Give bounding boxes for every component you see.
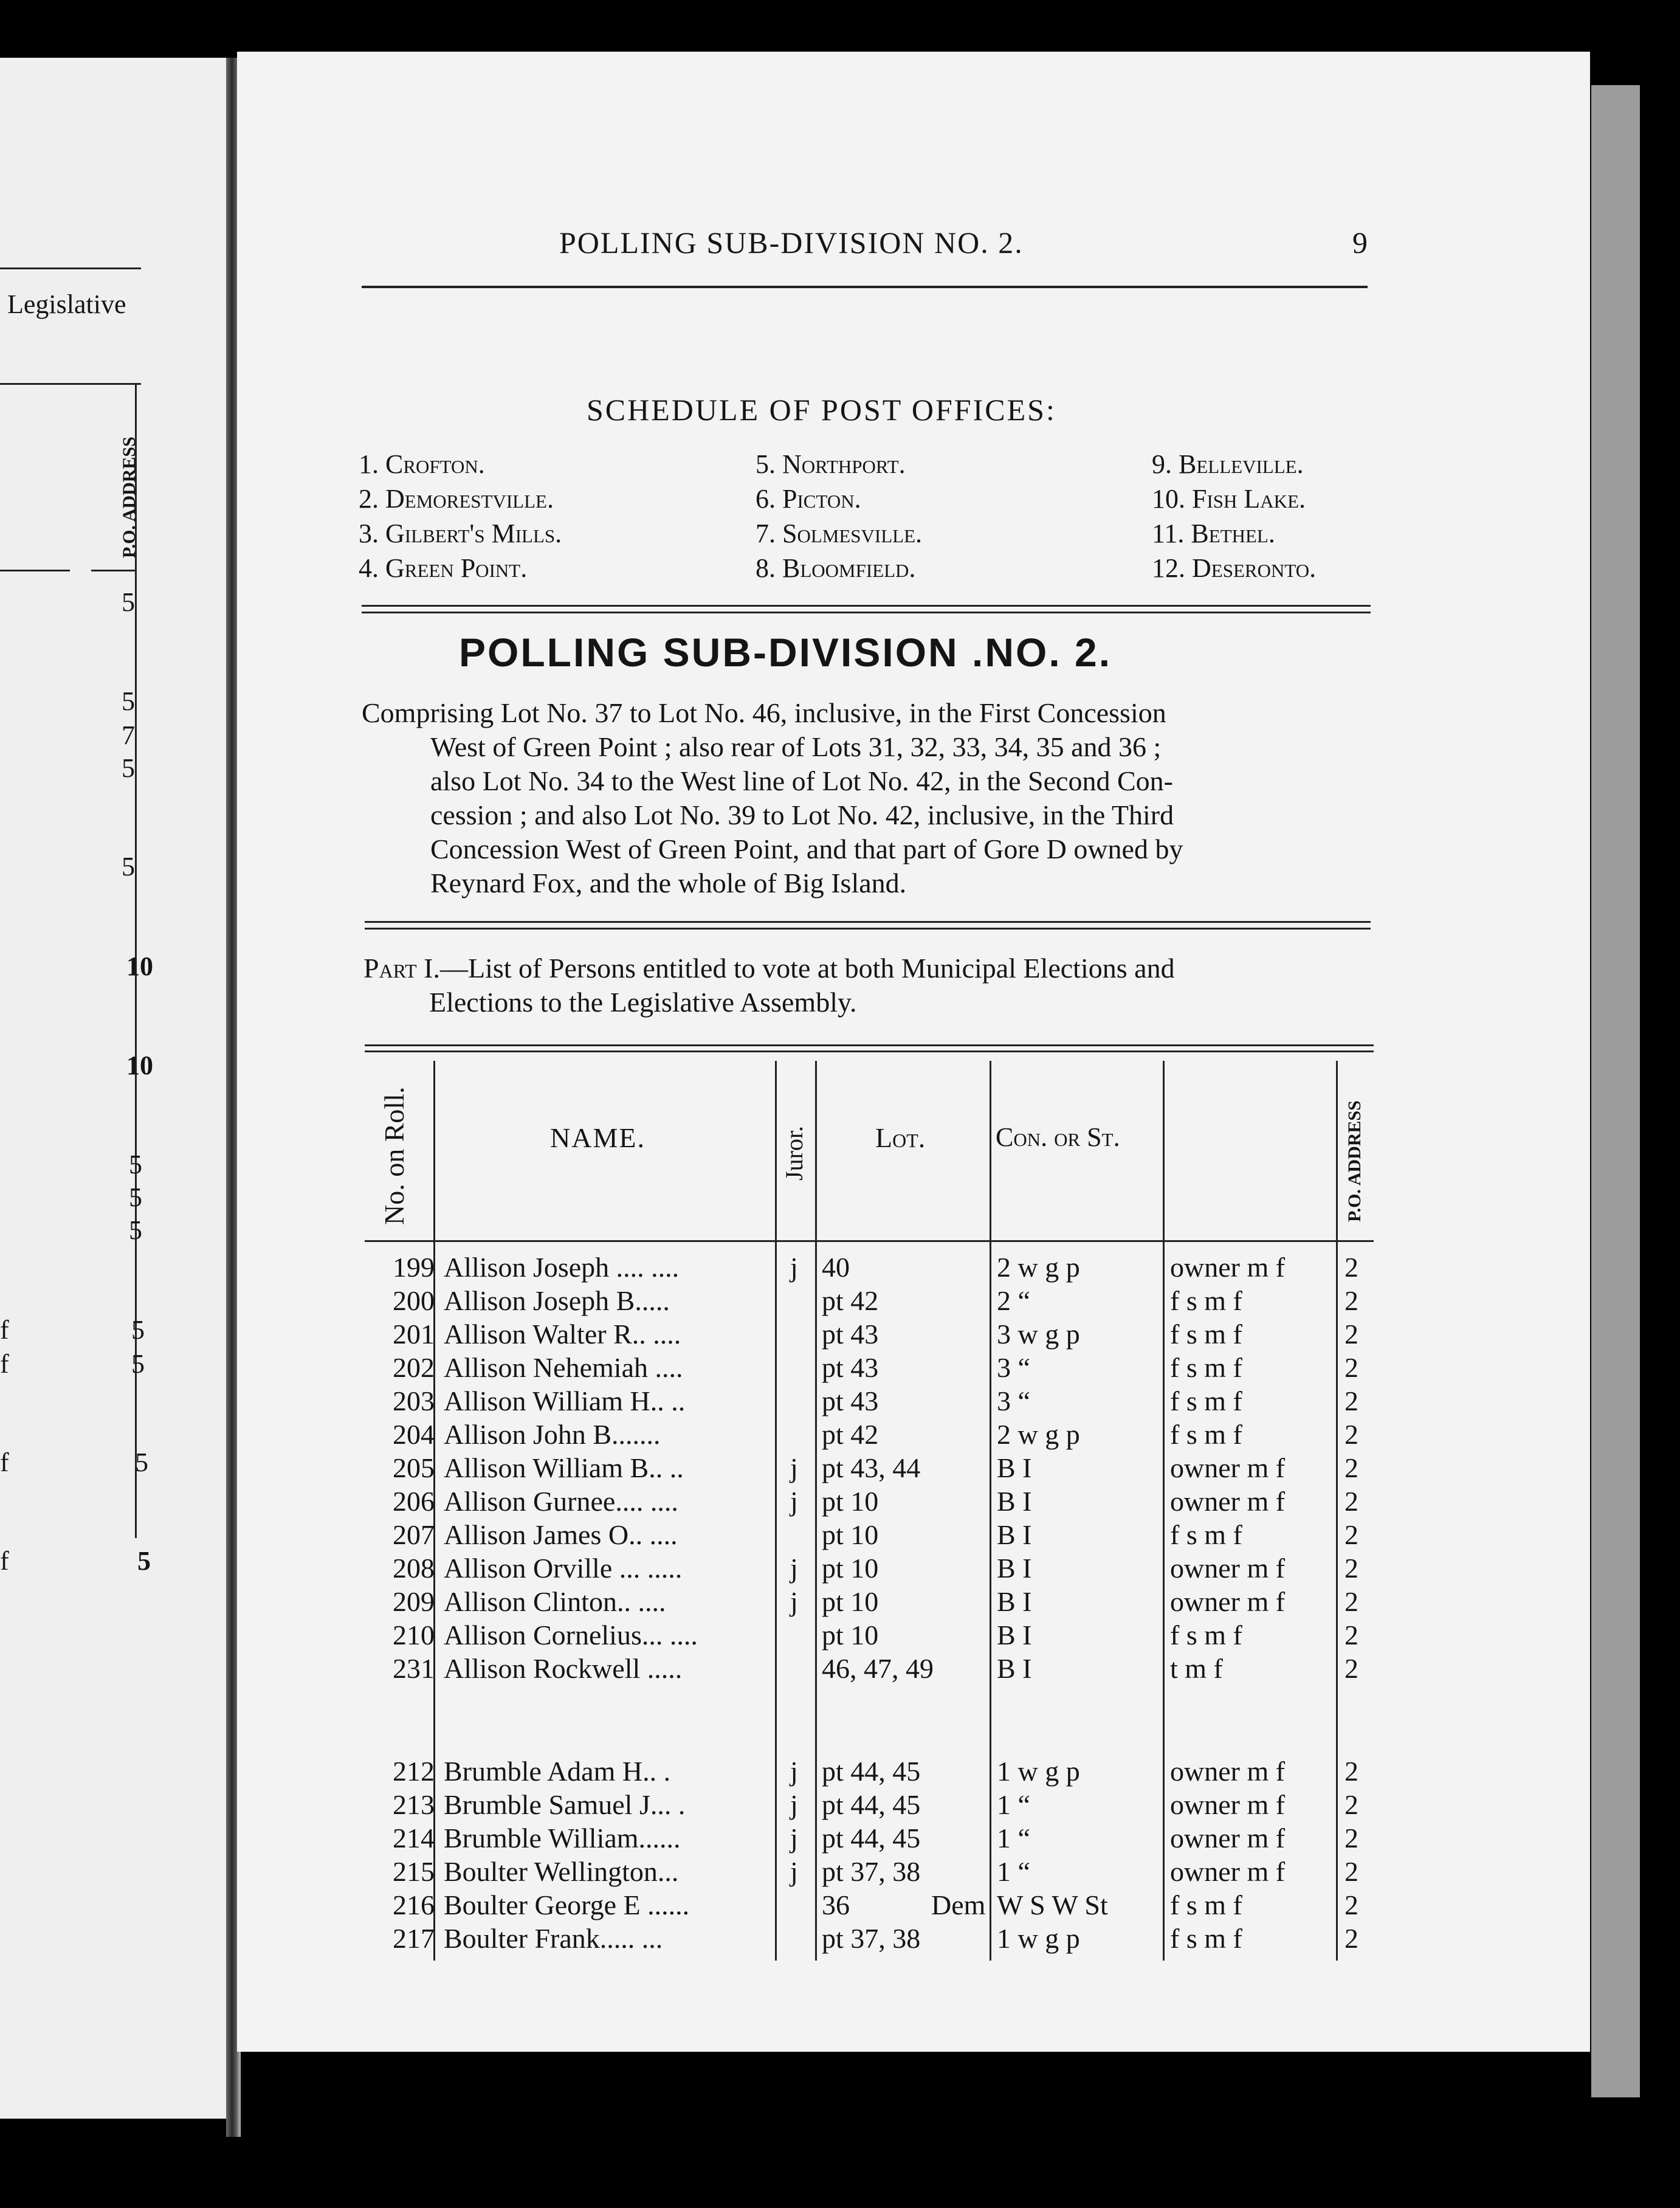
post-office-item: 4. Green Point. bbox=[359, 553, 528, 583]
cell-lot: pt 44, 45 bbox=[822, 1756, 921, 1787]
cell-con: 3 “ bbox=[997, 1352, 1030, 1383]
cell-name: Boulter Frank..... ... bbox=[444, 1923, 663, 1954]
cell-property: owner m f bbox=[1170, 1252, 1286, 1283]
cell-name: Brumble William...... bbox=[444, 1823, 681, 1854]
left-number: 5 bbox=[129, 1150, 142, 1179]
table-row bbox=[0, 1385, 1398, 1419]
cell-property: owner m f bbox=[1170, 1452, 1286, 1483]
cell-no: 203 bbox=[393, 1385, 435, 1416]
post-office-item: 8. Bloomfield. bbox=[756, 553, 916, 583]
cell-po: 2 bbox=[1344, 1586, 1358, 1617]
cell-lot: 36 bbox=[822, 1889, 850, 1920]
left-f-mark: f bbox=[0, 1349, 9, 1379]
part-text-line2: Elections to the Legislative Assembly. bbox=[429, 987, 857, 1018]
cell-no: 213 bbox=[393, 1789, 435, 1820]
cell-property: f s m f bbox=[1170, 1352, 1242, 1383]
cell-po: 2 bbox=[1344, 1620, 1358, 1651]
cell-property: owner m f bbox=[1170, 1756, 1286, 1787]
cell-name: Boulter George E ...... bbox=[444, 1889, 690, 1920]
cell-con: 1 “ bbox=[997, 1856, 1030, 1887]
cell-lot: pt 10 bbox=[822, 1553, 879, 1584]
cell-juror: j bbox=[790, 1756, 798, 1787]
cell-no: 215 bbox=[393, 1856, 435, 1887]
table-row bbox=[0, 1285, 1398, 1319]
cell-property: f s m f bbox=[1170, 1620, 1242, 1651]
cell-property: owner m f bbox=[1170, 1856, 1286, 1887]
cell-juror: j bbox=[790, 1586, 798, 1617]
cell-lot: pt 37, 38 bbox=[822, 1856, 921, 1887]
post-office-item: 2. Demorestville. bbox=[359, 484, 554, 514]
cell-name: Boulter Wellington... bbox=[444, 1856, 679, 1887]
cell-property: f s m f bbox=[1170, 1385, 1242, 1416]
division-description bbox=[362, 696, 1183, 900]
cell-lot: 40 bbox=[822, 1252, 850, 1283]
cell-no: 208 bbox=[393, 1553, 435, 1584]
cell-lot: pt 10 bbox=[822, 1486, 879, 1517]
table-row bbox=[0, 1922, 1398, 1956]
cell-con: B I bbox=[997, 1620, 1032, 1651]
left-number: 7 bbox=[122, 720, 135, 750]
left-number: 5 bbox=[131, 1315, 145, 1345]
cell-no: 206 bbox=[393, 1486, 435, 1517]
post-office-item: 9. Belleville. bbox=[1152, 449, 1304, 479]
table-row bbox=[0, 1251, 1398, 1285]
header-con: Con. or St. bbox=[996, 1122, 1120, 1152]
header-juror: Juror. bbox=[780, 1126, 808, 1181]
cell-con: B I bbox=[997, 1586, 1032, 1617]
left-number: 5 bbox=[129, 1215, 142, 1245]
left-number: 5 bbox=[135, 1447, 148, 1477]
cell-juror: j bbox=[790, 1823, 798, 1854]
cell-lot: pt 44, 45 bbox=[822, 1823, 921, 1854]
cell-name: Allison Walter R.. .... bbox=[444, 1319, 681, 1350]
post-office-item: 11. Bethel. bbox=[1152, 519, 1275, 548]
header-no-on-roll: No. on Roll. bbox=[379, 1086, 410, 1225]
header-name: NAME. bbox=[550, 1122, 645, 1153]
cell-po: 2 bbox=[1344, 1285, 1358, 1316]
cell-lot: pt 43 bbox=[822, 1319, 879, 1350]
cell-con: 2 w g p bbox=[997, 1252, 1080, 1283]
cell-name: Allison Joseph B..... bbox=[444, 1285, 670, 1316]
cell-name: Allison William H.. .. bbox=[444, 1385, 686, 1416]
cell-po: 2 bbox=[1344, 1385, 1358, 1416]
cell-property: owner m f bbox=[1170, 1486, 1286, 1517]
left-f-mark: f bbox=[0, 1447, 9, 1477]
cell-lot-extra: Dem bbox=[931, 1889, 986, 1920]
cell-no: 205 bbox=[393, 1452, 435, 1483]
cell-no: 212 bbox=[393, 1756, 435, 1787]
cell-con: 1 “ bbox=[997, 1789, 1030, 1820]
cell-con: 3 “ bbox=[997, 1385, 1030, 1416]
cell-property: f s m f bbox=[1170, 1923, 1242, 1954]
left-f-mark: f bbox=[0, 1315, 9, 1345]
cell-property: owner m f bbox=[1170, 1789, 1286, 1820]
cell-po: 2 bbox=[1344, 1486, 1358, 1517]
description-line: West of Green Point ; also rear of Lots 31, 32, 33, 34, 35 and 36 ; bbox=[430, 731, 1162, 762]
left-number: 10 bbox=[126, 1051, 153, 1080]
schedule-column bbox=[756, 447, 922, 585]
cell-juror: j bbox=[790, 1486, 798, 1517]
cell-po: 2 bbox=[1344, 1553, 1358, 1584]
cell-po: 2 bbox=[1344, 1823, 1358, 1854]
post-office-item: 1. Crofton. bbox=[359, 449, 485, 479]
post-office-item: 5. Northport. bbox=[756, 449, 906, 479]
cell-con: B I bbox=[997, 1486, 1032, 1517]
post-office-item: 6. Picton. bbox=[756, 484, 861, 514]
cell-lot: pt 44, 45 bbox=[822, 1789, 921, 1820]
cell-con: B I bbox=[997, 1452, 1032, 1483]
left-number: 5 bbox=[137, 1546, 151, 1576]
cell-con: B I bbox=[997, 1553, 1032, 1584]
cell-con: 1 w g p bbox=[997, 1923, 1080, 1954]
cell-name: Allison John B....... bbox=[444, 1419, 661, 1450]
cell-po: 2 bbox=[1344, 1889, 1358, 1920]
table-row bbox=[0, 1585, 1398, 1620]
cell-lot: pt 10 bbox=[822, 1519, 879, 1550]
left-number: 5 bbox=[122, 686, 135, 716]
cell-name: Allison Gurnee.... .... bbox=[444, 1486, 678, 1517]
cell-juror: j bbox=[790, 1856, 798, 1887]
division-title: POLLING SUB-DIVISION .NO. 2. bbox=[459, 630, 1112, 675]
cell-property: f s m f bbox=[1170, 1319, 1242, 1350]
cell-property: owner m f bbox=[1170, 1586, 1286, 1617]
cell-no: 231 bbox=[393, 1653, 435, 1684]
part-text: —List of Persons entitled to vote at both Municipal Elections and bbox=[439, 953, 1175, 984]
description-line: Reynard Fox, and the whole of Big Island. bbox=[430, 868, 907, 899]
cell-juror: j bbox=[790, 1252, 798, 1283]
cell-no: 202 bbox=[393, 1352, 435, 1383]
table-row bbox=[0, 1485, 1398, 1519]
cell-property: f s m f bbox=[1170, 1519, 1242, 1550]
cell-no: 199 bbox=[393, 1252, 435, 1283]
post-office-item: 7. Solmesville. bbox=[756, 519, 923, 548]
cell-po: 2 bbox=[1344, 1923, 1358, 1954]
cell-no: 210 bbox=[393, 1620, 435, 1651]
cell-name: Brumble Adam H.. . bbox=[444, 1756, 671, 1787]
cell-lot: pt 42 bbox=[822, 1419, 879, 1450]
schedule-column bbox=[359, 447, 562, 585]
cell-name: Allison Clinton.. .... bbox=[444, 1586, 666, 1617]
left-number: 5 bbox=[131, 1349, 145, 1379]
table-row bbox=[0, 1789, 1398, 1823]
table-row bbox=[0, 1452, 1398, 1486]
description-line: Concession West of Green Point, and that part of Gore D owned by bbox=[430, 833, 1183, 864]
cell-po: 2 bbox=[1344, 1519, 1358, 1550]
cell-con: B I bbox=[997, 1519, 1032, 1550]
table-row bbox=[0, 1755, 1398, 1789]
cell-name: Allison Cornelius... .... bbox=[444, 1620, 698, 1651]
post-office-item: 10. Fish Lake. bbox=[1152, 484, 1306, 514]
cell-no: 201 bbox=[393, 1319, 435, 1350]
post-office-item: 3. Gilbert's Mills. bbox=[359, 519, 562, 548]
header-lot: Lot. bbox=[875, 1122, 926, 1153]
cell-name: Allison James O.. .... bbox=[444, 1519, 678, 1550]
cell-juror: j bbox=[790, 1553, 798, 1584]
description-line: also Lot No. 34 to the West line of Lot No. 42, in the Second Con- bbox=[430, 765, 1173, 796]
left-f-mark: f bbox=[0, 1546, 9, 1576]
cell-name: Allison Orville ... ..... bbox=[444, 1553, 683, 1584]
cell-po: 2 bbox=[1344, 1756, 1358, 1787]
cell-lot: pt 10 bbox=[822, 1620, 879, 1651]
cell-no: 217 bbox=[393, 1923, 435, 1954]
cell-property: f s m f bbox=[1170, 1889, 1242, 1920]
cell-lot: 46, 47, 49 bbox=[822, 1653, 934, 1684]
cell-po: 2 bbox=[1344, 1653, 1358, 1684]
cell-lot: pt 43 bbox=[822, 1352, 879, 1383]
running-title: POLLING SUB-DIVISION NO. 2. bbox=[559, 226, 1024, 260]
cell-property: owner m f bbox=[1170, 1553, 1286, 1584]
cell-property: f s m f bbox=[1170, 1419, 1242, 1450]
cell-lot: pt 43 bbox=[822, 1385, 879, 1416]
post-office-item: 12. Deseronto. bbox=[1152, 553, 1317, 583]
cell-no: 200 bbox=[393, 1285, 435, 1316]
cell-po: 2 bbox=[1344, 1419, 1358, 1450]
part-label: Part I. bbox=[363, 953, 440, 984]
left-po-address-label: P.O. ADDRESS bbox=[119, 436, 139, 558]
table-row bbox=[0, 1889, 1398, 1923]
left-number: 5 bbox=[122, 852, 135, 881]
cell-no: 204 bbox=[393, 1419, 435, 1450]
table-row bbox=[0, 1418, 1398, 1452]
cell-property: t m f bbox=[1170, 1653, 1223, 1684]
cell-con: 1 w g p bbox=[997, 1756, 1080, 1787]
schedule-title: SCHEDULE OF POST OFFICES: bbox=[587, 393, 1056, 427]
cell-con: 1 “ bbox=[997, 1823, 1030, 1854]
cell-no: 207 bbox=[393, 1519, 435, 1550]
left-heading-fragment: Legislative bbox=[7, 289, 126, 319]
cell-po: 2 bbox=[1344, 1352, 1358, 1383]
cell-con: B I bbox=[997, 1653, 1032, 1684]
cell-lot: pt 37, 38 bbox=[822, 1923, 921, 1954]
table-row bbox=[0, 1552, 1398, 1586]
table-row bbox=[0, 1519, 1398, 1553]
cell-con: 2 w g p bbox=[997, 1419, 1080, 1450]
cell-no: 209 bbox=[393, 1586, 435, 1617]
cell-con: W S W St bbox=[997, 1889, 1108, 1920]
schedule-column bbox=[1152, 447, 1316, 585]
cell-po: 2 bbox=[1344, 1319, 1358, 1350]
cell-lot: pt 43, 44 bbox=[822, 1452, 921, 1483]
cell-con: 3 w g p bbox=[997, 1319, 1080, 1350]
cell-po: 2 bbox=[1344, 1856, 1358, 1887]
table-row bbox=[0, 1855, 1398, 1889]
cell-lot: pt 10 bbox=[822, 1586, 879, 1617]
cell-name: Allison William B.. .. bbox=[444, 1452, 684, 1483]
table-row bbox=[0, 1318, 1398, 1352]
cell-name: Brumble Samuel J... . bbox=[444, 1789, 686, 1820]
cell-juror: j bbox=[790, 1789, 798, 1820]
page-number: 9 bbox=[1352, 226, 1368, 260]
left-number: 10 bbox=[126, 951, 153, 981]
left-number: 5 bbox=[129, 1182, 142, 1212]
table-row bbox=[0, 1619, 1398, 1653]
cell-juror: j bbox=[790, 1452, 798, 1483]
left-number: 5 bbox=[122, 587, 135, 617]
cell-name: Allison Rockwell ..... bbox=[444, 1653, 683, 1684]
cell-po: 2 bbox=[1344, 1789, 1358, 1820]
cell-po: 2 bbox=[1344, 1252, 1358, 1283]
cell-lot: pt 42 bbox=[822, 1285, 879, 1316]
table-row bbox=[0, 1652, 1398, 1686]
description-line: Comprising Lot No. 37 to Lot No. 46, inclusive, in the First Concession bbox=[362, 697, 1166, 728]
cell-con: 2 “ bbox=[997, 1285, 1030, 1316]
cell-property: owner m f bbox=[1170, 1823, 1286, 1854]
header-po-address: P.O. ADDRESS bbox=[1344, 1100, 1365, 1222]
cell-name: Allison Nehemiah .... bbox=[444, 1352, 683, 1383]
cell-no: 216 bbox=[393, 1889, 435, 1920]
description-line: cession ; and also Lot No. 39 to Lot No. 42, inclusive, in the Third bbox=[430, 799, 1174, 830]
cell-no: 214 bbox=[393, 1823, 435, 1854]
cell-po: 2 bbox=[1344, 1452, 1358, 1483]
table-row bbox=[0, 1351, 1398, 1385]
left-number: 5 bbox=[122, 753, 135, 783]
part-heading bbox=[363, 951, 1175, 1019]
table-row bbox=[0, 1822, 1398, 1856]
cell-name: Allison Joseph .... .... bbox=[444, 1252, 680, 1283]
cell-property: f s m f bbox=[1170, 1285, 1242, 1316]
